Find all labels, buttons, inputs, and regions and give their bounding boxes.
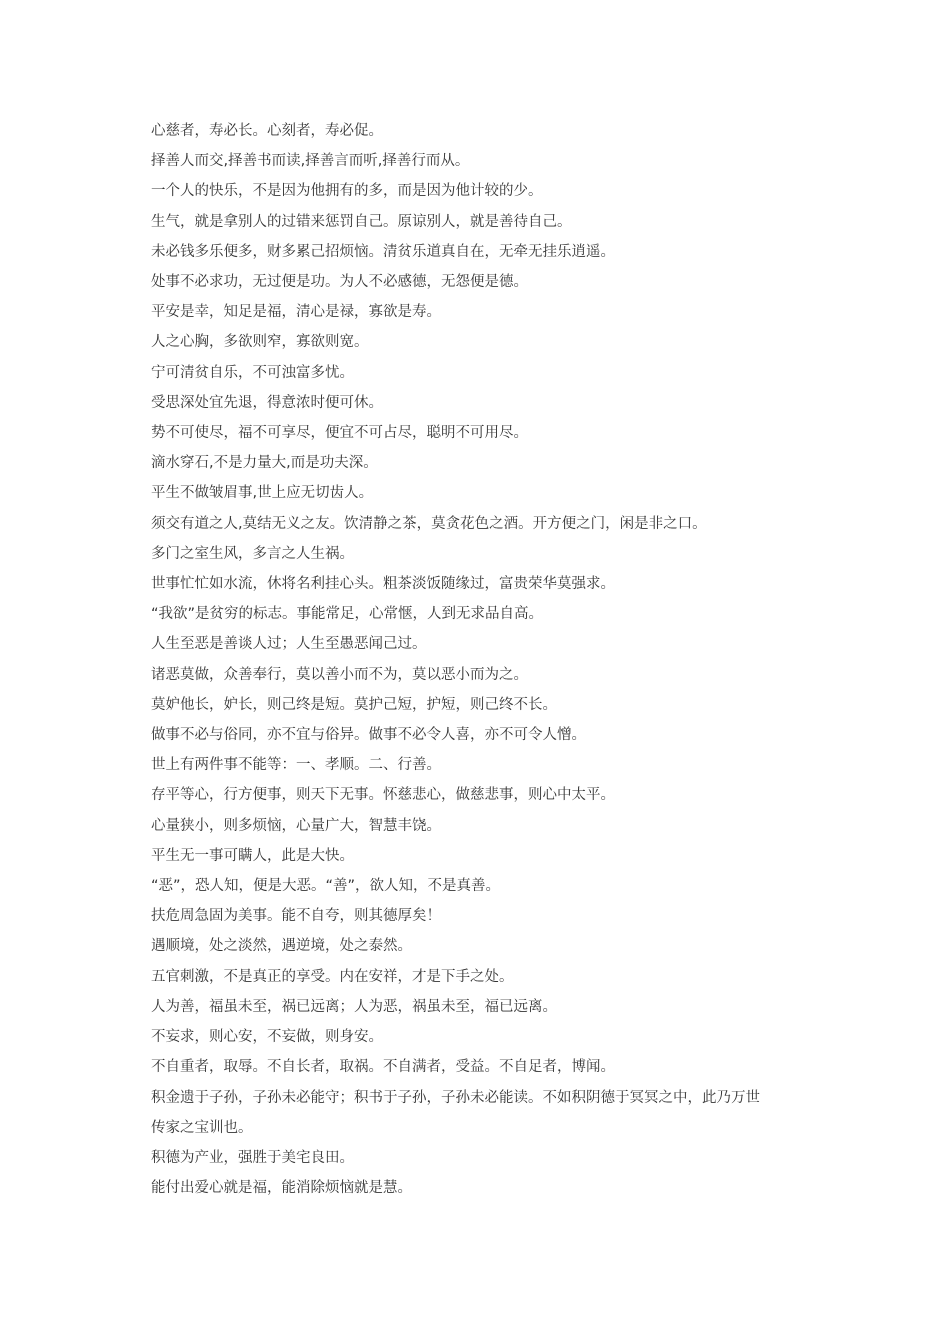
text-line: 受思深处宜先退，得意浓时便可休。 [151, 394, 383, 411]
text-line: 存平等心，行方便事，则天下无事。怀慈悲心，做慈悲事，则心中太平。 [151, 787, 615, 804]
text-line: 择善人而交,择善书而读,择善言而听,择善行而从。 [151, 153, 470, 170]
text-line: 五官刺激，不是真正的享受。内在安祥，才是下手之处。 [151, 968, 514, 985]
text-line: 遇顺境，处之淡然，遇逆境，处之泰然。 [151, 938, 412, 955]
text-line: 不妄求，则心安，不妄做，则身安。 [151, 1029, 383, 1046]
text-line: 不自重者，取辱。不自长者，取祸。不自满者，受益。不自足者，博闻。 [151, 1059, 615, 1076]
text-line: 做事不必与俗同，亦不宜与俗异。做事不必令人喜，亦不可令人憎。 [151, 727, 586, 744]
text-line: 多门之室生风，多言之人生祸。 [151, 545, 354, 562]
text-line: 莫妒他长，妒长，则己终是短。莫护己短，护短，则己终不长。 [151, 696, 557, 713]
text-line: 积德为产业，强胜于美宅良田。 [151, 1149, 354, 1166]
text-line: 人之心胸，多欲则窄，寡欲则宽。 [151, 334, 369, 351]
text-line: 世事忙忙如水流，休将名利挂心头。粗茶淡饭随缘过，富贵荣华莫强求。 [151, 576, 615, 593]
text-line: 能付出爱心就是福，能消除烦恼就是慧。 [151, 1180, 412, 1197]
text-line: 人为善，福虽未至，祸已远离；人为恶，祸虽未至，福已远离。 [151, 998, 557, 1015]
text-line: 平生无一事可瞒人，此是大快。 [151, 847, 354, 864]
text-line: 平生不做皱眉事,世上应无切齿人。 [151, 485, 374, 502]
text-line: 滴水穿石,不是力量大,而是功夫深。 [151, 455, 378, 472]
text-line: 势不可使尽，福不可享尽，便宜不可占尽，聪明不可用尽。 [151, 425, 528, 442]
document-body [151, 116, 801, 1203]
text-line: 处事不必求功，无过便是功。为人不必感德，无怨便是德。 [151, 274, 528, 291]
text-line: 须交有道之人,莫结无义之友。饮清静之茶，莫贪花色之酒。开方便之门，闲是非之口。 [151, 515, 707, 532]
text-line: 扶危周急固为美事。能不自夸，则其德厚矣！ [151, 908, 441, 925]
text-line: 生气，就是拿别人的过错来惩罚自己。原谅别人，就是善待自己。 [151, 213, 572, 230]
text-line: 传家之宝训也。 [151, 1119, 253, 1136]
text-line: 积金遗于子孙，子孙未必能守；积书于子孙，子孙未必能读。不如积阴德于冥冥之中，此乃万世 [151, 1089, 760, 1106]
text-line: “我欲”是贫穷的标志。事能常足，心常惬，人到无求品自高。 [151, 606, 544, 623]
text-line: 心慈者，寿必长。心刻者，寿必促。 [151, 123, 383, 139]
text-line: 未必钱多乐便多，财多累己招烦恼。清贫乐道真自在，无牵无挂乐逍遥。 [151, 243, 615, 260]
text-line: 世上有两件事不能等：一、孝顺。二、行善。 [151, 757, 441, 774]
text-line: 宁可清贫自乐，不可浊富多忧。 [151, 364, 354, 381]
text-line: 诸恶莫做，众善奉行，莫以善小而不为，莫以恶小而为之。 [151, 666, 528, 683]
text-line: 人生至恶是善谈人过；人生至愚恶闻己过。 [151, 636, 427, 653]
text-line: 平安是幸，知足是福，清心是禄，寡欲是寿。 [151, 304, 441, 321]
text-line: 心量狭小，则多烦恼，心量广大，智慧丰饶。 [151, 817, 441, 834]
text-line: “恶”，恐人知，便是大恶。“善”，欲人知，不是真善。 [151, 878, 501, 895]
text-line: 一个人的快乐，不是因为他拥有的多，而是因为他计较的少。 [151, 183, 543, 200]
